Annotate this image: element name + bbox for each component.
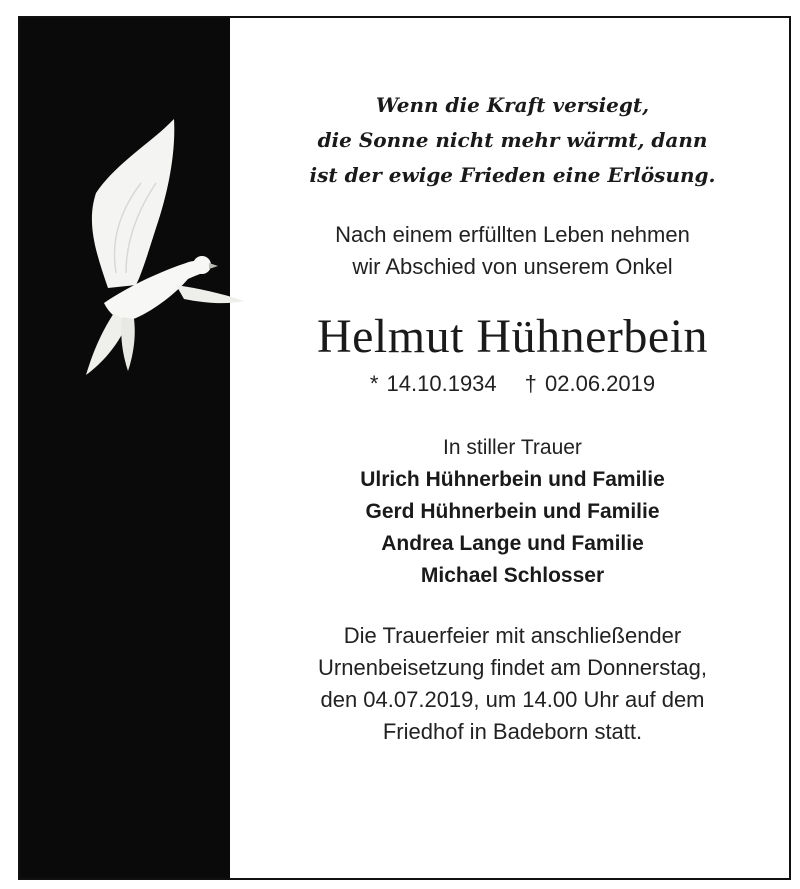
death-date: † 02.06.2019: [524, 371, 656, 396]
verse-line: ist der ewige Frieden eine Erlösung.: [309, 163, 716, 187]
service-line: Die Trauerfeier mit anschließender: [343, 623, 682, 648]
service-line: Friedhof in Badeborn statt.: [382, 719, 643, 744]
mourners-list: [250, 464, 775, 592]
intro: [250, 219, 775, 283]
verse-line: Wenn die Kraft versiegt,: [375, 93, 650, 117]
mourner: Gerd Hühnerbein und Familie: [365, 500, 660, 523]
mourner: Michael Schlosser: [420, 564, 605, 587]
intro-line: wir Abschied von unserem Onkel: [352, 254, 673, 279]
verse-line: die Sonne nicht mehr wärmt, dann: [317, 128, 708, 152]
service-line: Urnenbeisetzung findet am Donnerstag,: [318, 655, 707, 680]
dove-icon: [56, 113, 256, 383]
mourner: Ulrich Hühnerbein und Familie: [360, 468, 665, 491]
service-line: den 04.07.2019, um 14.00 Uhr auf dem: [320, 687, 705, 712]
life-dates: [250, 369, 775, 399]
verse: [250, 88, 775, 193]
notice-text: [250, 88, 775, 748]
service-info: [250, 620, 775, 748]
birth-date: * 14.10.1934: [369, 371, 497, 396]
deceased-name: Helmut Hühnerbein: [316, 310, 709, 363]
mourner: Andrea Lange und Familie: [381, 532, 644, 555]
obituary-notice: [18, 16, 791, 880]
mourning-label: In stiller Trauer: [443, 436, 582, 459]
intro-line: Nach einem erfüllten Leben nehmen: [335, 222, 690, 247]
